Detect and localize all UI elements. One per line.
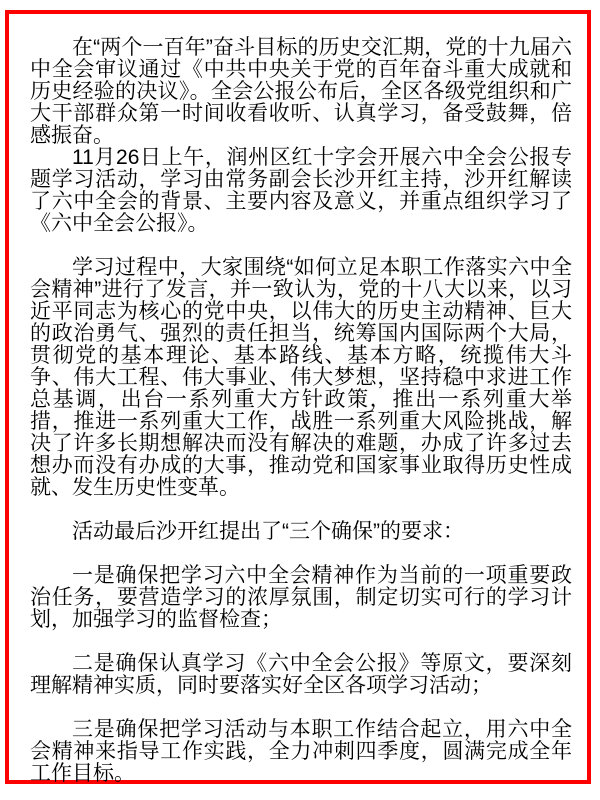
paragraph-plenary-intro: 在“两个一百年”奋斗目标的历史交汇期，党的十九届六中全会审议通过《中共中央关于党的百年奋斗重大成就和历史经验的决议》。全会公报公布后，全区各级党组织和广大干部群众第一时间收看收听、认真学习，备受鼓舞，倍感振奋。	[30, 36, 572, 147]
paragraph-three-guarantees-heading: 活动最后沙开红提出了“三个确保”的要求：	[72, 520, 464, 543]
paragraph-guarantee-two: 二是确保认真学习《六中全会公报》等原文，要深刻理解精神实质，同时要落实好全区各项学习活动；	[30, 652, 572, 697]
paragraph-guarantee-one: 一是确保把学习六中全会精神作为当前的一项重要政治任务，要营造学习的浓厚氛围，制定切实可行的学习计划，加强学习的监督检查；	[30, 564, 572, 631]
document-body	[9, 14, 587, 785]
red-border-frame	[5, 10, 591, 784]
paragraph-discussion: 学习过程中，大家围绕“如何立足本职工作落实六中全会精神”进行了发言，并一致认为，党的十八大以来，以习近平同志为核心的党中央，以伟大的历史主动精神、巨大的政治勇气、强烈的责任担当，统筹国内国际两个大局，贯彻党的基本理论、基本路线、基本方略，统揽伟大斗争、伟大工程、伟大事业、伟大梦想，坚持稳中求进工作总基调，出台一系列重大方针政策，推出一系列重大举措，推进一系列重大工作，战胜一系列重大风险挑战，解决了许多长期想解决而没有解决的难题，办成了许多过去想办而没有办成的大事，推动党和国家事业取得历史性成就、发生历史性变革。	[30, 256, 572, 499]
paragraph-study-event: 11月26日上午，润州区红十字会开展六中全会公报专题学习活动，学习由常务副会长沙开红主持，沙开红解读了六中全会的背景、主要内容及意义，并重点组织学习了《六中全会公报》。	[30, 146, 572, 235]
paragraph-guarantee-three: 三是确保把学习活动与本职工作结合起立，用六中全会精神来指导工作实践，全力冲刺四季度，圆满完成全年工作目标。	[30, 718, 572, 785]
